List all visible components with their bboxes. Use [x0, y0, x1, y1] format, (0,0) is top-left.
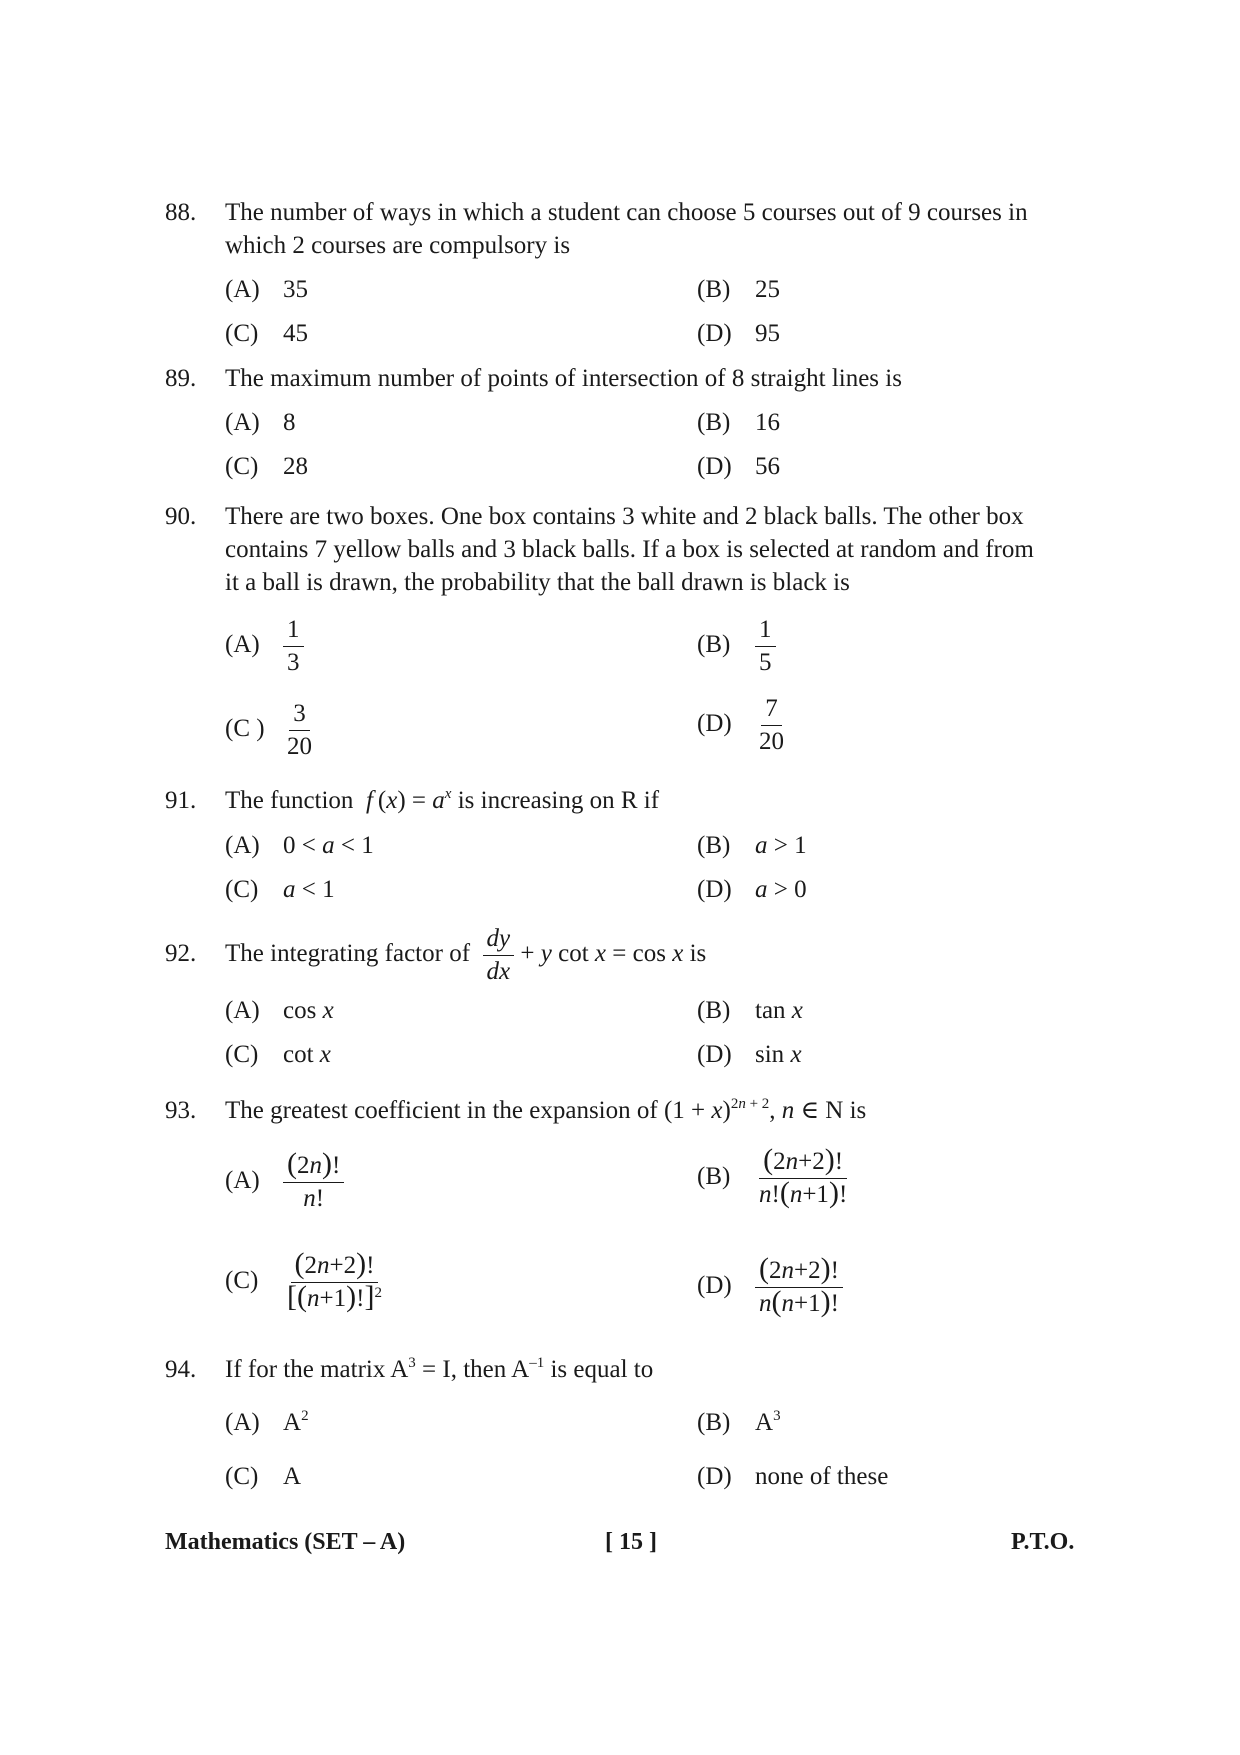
question-text: it a ball is drawn, the probability that the ball drawn is black is [225, 569, 850, 596]
fraction: $\frac{(2n)!}{n!}$ [283, 1150, 344, 1215]
option-a[interactable]: (A) $\frac{1}{3}$ [225, 614, 304, 679]
option-d[interactable]: (D) 56 [697, 453, 780, 480]
option-a[interactable]: (A) $A^2$ [225, 1408, 309, 1436]
option-a[interactable]: (A) 8 [225, 409, 296, 436]
question-text: There are two boxes. One box contains 3 white and 2 black balls. The other box [225, 503, 1024, 530]
fraction: $\frac{(2n+2)!}{[(n+1)!]^2}$ [287, 1247, 382, 1313]
question-text: The maximum number of points of intersection of 8 straight lines is [225, 365, 902, 392]
question-number: 88. [165, 199, 197, 226]
option-b[interactable]: (B) $\frac{1}{5}$ [697, 614, 776, 679]
footer-subject: Mathematics (SET – A) [165, 1529, 406, 1555]
question-88 [165, 196, 1085, 262]
question-number: 94. [165, 1356, 197, 1383]
question-number: 91. [165, 787, 197, 814]
option-a[interactable]: (A) 0 < a < 1 [225, 832, 374, 859]
question-number: 90. [165, 503, 197, 530]
fraction: $\frac{1}{3}$ [283, 614, 304, 679]
option-b[interactable]: (B) tan x [697, 997, 803, 1024]
question-text: contains 7 yellow balls and 3 black balls. If a box is selected at random and from [225, 536, 1034, 563]
question-number: 93. [165, 1097, 197, 1124]
option-c[interactable]: (C) $\frac{(2n+2)!}{[(n+1)!]^2}$ [225, 1250, 386, 1315]
option-d[interactable]: (D) none of these [697, 1463, 889, 1490]
option-b[interactable]: (B) 16 [697, 409, 780, 436]
option-d[interactable]: (D) 95 [697, 320, 780, 347]
option-d[interactable]: (D) $\frac{(2n+2)!}{n(n+1)!}$ [697, 1255, 843, 1320]
question-92: 92. The integrating factor of $\frac{dy}{dx}$ + y cot x = cos x is [165, 920, 1085, 988]
question-90 [165, 500, 1085, 599]
option-b[interactable]: (B) 25 [697, 276, 780, 303]
question-text: which 2 courses are compulsory is [225, 232, 571, 259]
option-a[interactable]: (A) 35 [225, 276, 308, 303]
option-d[interactable]: (D) sin x [697, 1041, 802, 1068]
fraction: $\frac{dy}{dx}$ [483, 923, 515, 988]
fraction: $\frac{3}{20}$ [287, 700, 312, 760]
question-89 [165, 362, 1085, 395]
option-c[interactable]: (C) a < 1 [225, 876, 335, 903]
option-b[interactable]: (B) $\frac{(2n+2)!}{n!(n+1)!}$ [697, 1146, 851, 1211]
footer-pto: P.T.O. [1011, 1529, 1075, 1555]
question-text: The number of ways in which a student can choose 5 courses out of 9 courses in [225, 199, 1028, 226]
option-b[interactable]: (B) a > 1 [697, 832, 807, 859]
option-c[interactable]: (C ) $\frac{3}{20}$ [225, 698, 316, 763]
option-b[interactable]: (B) $A^3$ [697, 1408, 781, 1436]
question-94: 94. If for the matrix $A^3 = I$, then $A^{-1}$ is equal to [165, 1353, 1085, 1386]
option-d[interactable]: (D) $\frac{7}{20}$ [697, 693, 788, 758]
fraction: $\frac{(2n+2)!}{n!(n+1)!}$ [759, 1143, 848, 1209]
option-d[interactable]: (D) a > 0 [697, 876, 807, 903]
fraction: $\frac{7}{20}$ [759, 695, 784, 755]
option-a[interactable]: (A) $\frac{(2n)!}{n!}$ [225, 1150, 344, 1215]
question-number: 89. [165, 365, 197, 392]
footer-page-number: [ 15 ] [605, 1529, 657, 1555]
option-c[interactable]: (C) cot x [225, 1041, 331, 1068]
option-c[interactable]: (C) 28 [225, 453, 308, 480]
option-c[interactable]: (C) A [225, 1463, 302, 1490]
option-c[interactable]: (C) 45 [225, 320, 308, 347]
question-91: 91. The function f $(x) = a^x$ is increasing on R if [165, 784, 1085, 817]
fraction: $\frac{(2n+2)!}{n(n+1)!}$ [755, 1255, 843, 1320]
fraction: $\frac{1}{5}$ [755, 614, 776, 679]
option-a[interactable]: (A) cos x [225, 997, 334, 1024]
question-number: 92. [165, 940, 197, 967]
question-93: 93. The greatest coefficient in the expansion of $(1 + x)^{2n + 2}$, n ∈ N is [165, 1094, 1085, 1127]
